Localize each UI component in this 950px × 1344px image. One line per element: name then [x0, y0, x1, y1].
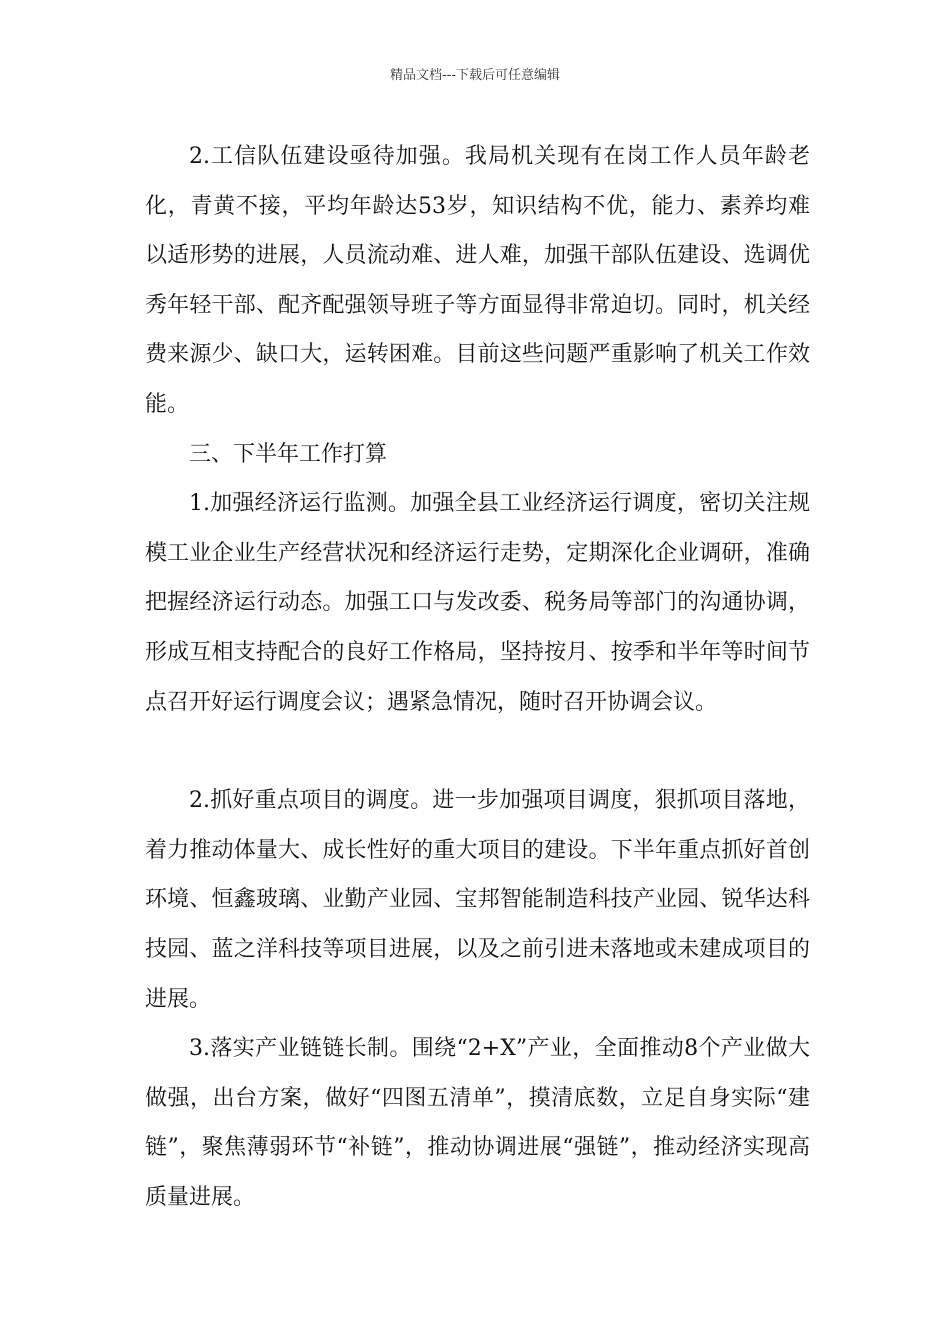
paragraph-key-projects: 2.抓好重点项目的调度。进一步加强项目调度，狠抓项目落地，着力推动体量大、成长性好的重大项目的建设。下半年重点抓好首创环境、恒鑫玻璃、业勤产业园、宝邦智能制造科技产业园、锐华达科技园、蓝之洋科技等项目进展，以及之前引进未落地或未建成项目的进展。 — [145, 788, 810, 1012]
paragraph-team-building: 2.工信队伍建设亟待加强。我局机关现有在岗工作人员年龄老化，青黄不接，平均年龄达53岁，知识结构不优，能力、素养均难以适形势的进展，人员流动难、进人难，加强干部队伍建设、选调优秀年轻干部、配齐配强领导班子等方面显得非常迫切。同时，机关经费来源少、缺口大，运转困难。目前这些问题严重影响了机关工作效能。 — [145, 144, 810, 417]
page-header: 精品文档---下载后可任意编辑 — [389, 68, 561, 83]
paragraph-industry-chain: 3.落实产业链链长制。围绕“2+X”产业，全面推动8个产业做大做强，出台方案，做好“四图五清单”，摸清底数，立足自身实际“建链”，聚焦薄弱环节“补链”，推动协调进展“强链”，推动经济实现高质量进展。 — [145, 1036, 810, 1210]
document-body — [145, 132, 810, 1222]
section-heading-second-half-plan: 三、下半年工作打算 — [189, 441, 388, 467]
paragraph-economic-monitoring: 1.加强经济运行监测。加强全县工业经济运行调度，密切关注规模工业企业生产经营状况和经济运行走势，定期深化企业调研，准确把握经济运行动态。加强工口与发改委、税务局等部门的沟通协调，形成互相支持配合的良好工作格局，坚持按月、按季和半年等时间节点召开好运行调度会议；遇紧急情况，随时召开协调会议。 — [145, 491, 810, 715]
